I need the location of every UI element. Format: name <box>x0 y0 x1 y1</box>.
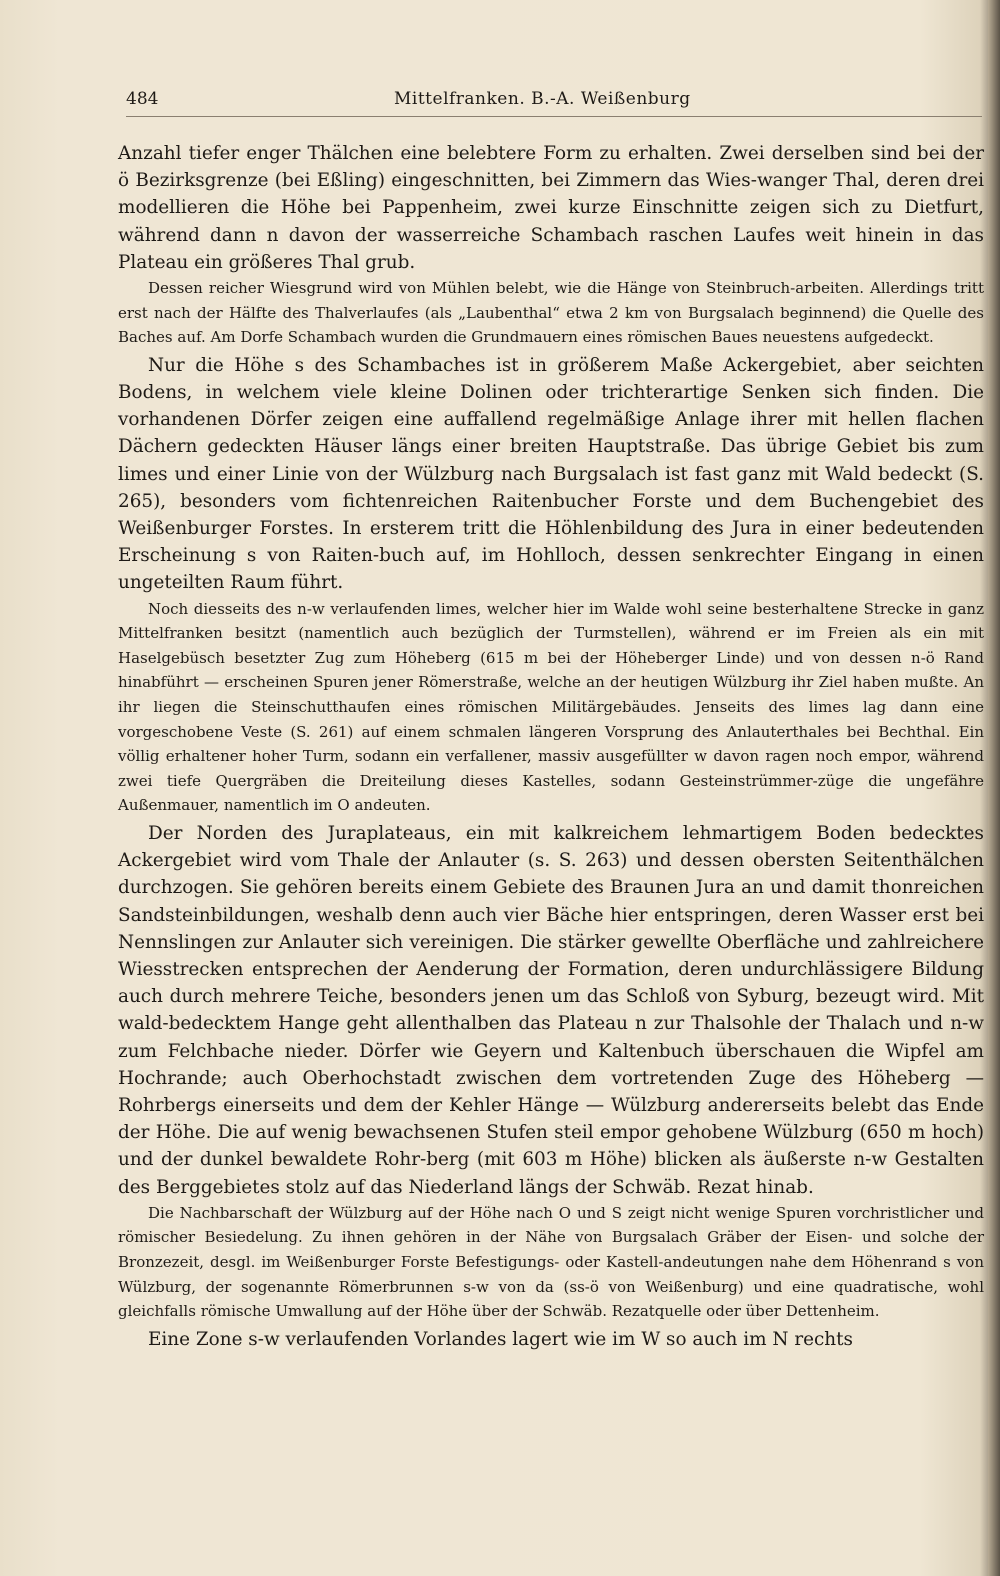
footnote-paragraph-2: Noch diesseits des n-w verlaufenden limes, welcher hier im Walde wohl seine besterhaltene Strecke in ganz Mittelfranken besitzt (namentlich auch bezüglich der Turmstellen), während er im Freien als ein mit Haselgebüsch besetzter Zug zum Höheberg (615 m bei der Höheberger Linde) und von dessen n-ö Rand hinabführt — erscheinen Spuren jener Römerstraße, welche an der heutigen Wülzburg ihr Ziel haben mußte. An ihr liegen die Steinschutthaufen eines römischen Militärgebäudes. Jenseits des limes lag dann eine vorgeschobene Veste (S. 261) auf einem schmalen längeren Vorsprung des Anlauterthales bei Bechthal. Ein völlig erhaltener hoher Turm, sodann ein verfallener, massiv ausgefüllter w davon ragen noch empor, während zwei tiefe Quergräben die Dreiteilung dieses Kastelles, sodann Gesteinstrümmer-züge die ungefähre Außenmauer, namentlich im O andeuten. <box>118 599 984 815</box>
paragraph-body-1: Anzahl tiefer enger Thälchen eine belebtere Form zu erhalten. Zwei derselben sind bei der ö Bezirksgrenze (bei Eßling) eingeschnitten, bei Zimmern das Wies-wanger Thal, deren drei modellieren die Höhe bei Pappenheim, zwei kurze Einschnitte zeigen sich zu Dietfurt, während dann n davon der wasserreiche Schambach raschen Laufes weit hinein in das Plateau ein größeres Thal grub. <box>118 143 984 273</box>
paragraph-body-4: Eine Zone s-w verlaufenden Vorlandes lagert wie im W so auch im N rechts <box>148 1328 853 1350</box>
footnote-paragraph-1: Dessen reicher Wiesgrund wird von Mühlen belebt, wie die Hänge von Steinbruch-arbeiten. Allerdings tritt erst nach der Hälfte des Thalverlaufes (als „Laubenthal“ etwa 2 km von Burgsalach beginnend) die Quelle des Baches auf. Am Dorfe Schambach wurden die Grundmauern eines römischen Baues neuestens aufgedeckt. <box>118 279 984 347</box>
book-edge-shadow <box>988 0 1000 1576</box>
footnote-paragraph-3: Die Nachbarschaft der Wülzburg auf der Höhe nach O und S zeigt nicht wenige Spuren vorchristlicher und römischer Besiedelung. Zu ihnen gehören in der Nähe von Burgsalach Gräber der Eisen- und solche der Bronzezeit, desgl. im Weißenburger Forste Befestigungs- oder Kastell-andeutungen nahe dem Höhenrand s von Wülzburg, der sogenannte Römerbrunnen s-w von da (ss-ö von Weißenburg) und eine quadratische, wohl gleichfalls römische Umwallung auf der Höhe über der Schwäb. Rezatquelle oder über Dettenheim. <box>118 1203 984 1321</box>
running-title: Mittelfranken. B.-A. Weißenburg <box>394 89 691 109</box>
paragraph-body-2: Nur die Höhe s des Schambaches ist in größerem Maße Ackergebiet, aber seichten Bodens, in welchem viele kleine Dolinen oder trichterartige Senken sich finden. Die vorhandenen Dörfer zeigen eine auffallend regelmäßige Anlage ihrer mit hellen flachen Dächern gedeckten Häuser längs einer breiten Hauptstraße. Das übrige Gebiet bis zum limes und einer Linie von der Wülzburg nach Burgsalach ist fast ganz mit Wald bedeckt (S. 265), besonders vom fichtenreichen Raitenbucher Forste und dem Buchengebiet des Weißenburger Forstes. In ersterem tritt die Höhlenbildung des Jura in einer bedeutenden Erscheinung s von Raiten-buch auf, im Hohlloch, dessen senkrechter Eingang in einen ungeteilten Raum führt. <box>118 354 984 594</box>
page-number: 484 <box>126 89 159 109</box>
page-body <box>118 140 984 1353</box>
header-rule <box>126 116 982 117</box>
paragraph-body-3: Der Norden des Juraplateaus, ein mit kalkreichem lehmartigem Boden bedecktes Ackergebiet wird vom Thale der Anlauter (s. S. 263) und dessen obersten Seitenthälchen durchzogen. Sie gehören bereits einem Gebiete des Braunen Jura an und damit thonreichen Sandsteinbildungen, weshalb denn auch vier Bäche hier entspringen, deren Wasser erst bei Nennslingen zur Anlauter sich vereinigen. Die stärker gewellte Oberfläche und zahlreichere Wiesstrecken entsprechen der Aenderung der Formation, deren undurchlässigere Bildung auch durch mehrere Teiche, besonders jenen um das Schloß von Syburg, bezeugt wird. Mit wald-bedecktem Hange geht allenthalben das Plateau n zur Thalsohle der Thalach und n-w zum Felchbache nieder. Dörfer wie Geyern und Kaltenbuch überschauen die Wipfel am Hochrande; auch Oberhochstadt zwischen dem vortretenden Zuge des Höheberg — Rohrbergs einerseits und dem der Kehler Hänge — Wülzburg andererseits belebt das Ende der Höhe. Die auf wenig bewachsenen Stufen steil empor gehobene Wülzburg (650 m hoch) und der dunkel bewaldete Rohr-berg (mit 603 m Höhe) blicken als äußerste n-w Gestalten des Berggebietes stolz auf das Niederland längs der Schwäb. Rezat hinab. <box>118 822 984 1198</box>
